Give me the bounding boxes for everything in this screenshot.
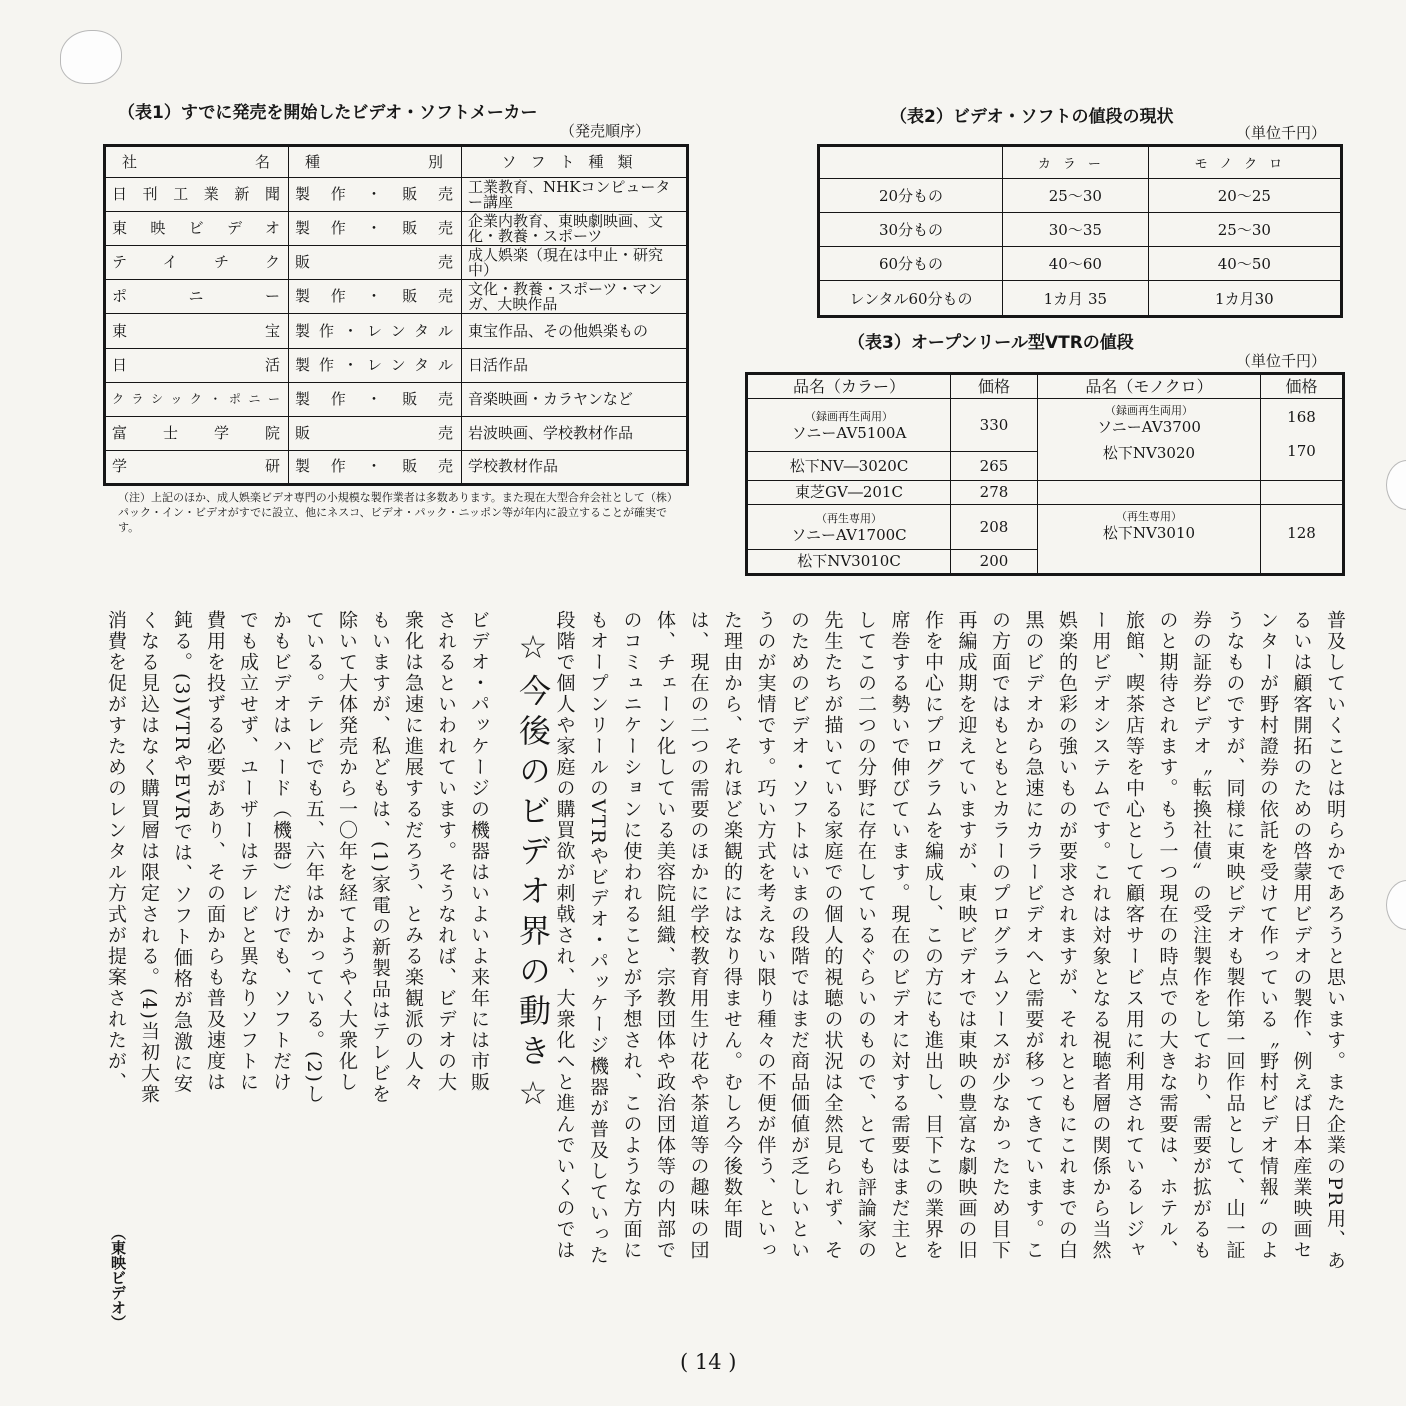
business-type: 製作・販売: [289, 280, 462, 314]
vtr-price-value: 170: [1287, 442, 1316, 461]
company-name: 東映ビデオ: [105, 212, 289, 246]
company-name: 日刊工業新聞: [105, 178, 289, 212]
table-row: [105, 314, 688, 348]
table3-header-mono-name: 品名（モノクロ）: [1038, 374, 1261, 399]
vtr-model-name: 東芝GV―201C: [747, 480, 951, 504]
table3-sub-rec-mono: （録画再生両用）: [1105, 404, 1193, 418]
table-row: [105, 178, 688, 212]
table-row: [819, 281, 1342, 317]
table-row: [105, 450, 688, 484]
table3-sub-play-color: （再生専用）: [816, 511, 882, 525]
soft-kind: 東宝作品、その他娯楽もの: [462, 314, 688, 348]
company-name: 日活: [105, 348, 289, 382]
company-name: クラシック・ポニー: [105, 382, 289, 416]
vtr-model: [1038, 399, 1261, 480]
business-type: 販売: [289, 416, 462, 450]
table2-header-blank: [819, 146, 1003, 179]
table-row: [819, 247, 1342, 281]
table3-sub-rec-color: （録画再生両用）: [805, 410, 893, 424]
vtr-price: 265: [951, 452, 1038, 481]
vtr-price: 200: [951, 549, 1038, 574]
table-row: [105, 382, 688, 416]
color-price: 25～30: [1003, 178, 1149, 212]
table-row: [105, 246, 688, 280]
table1-header-soft: ソフト種類: [462, 146, 688, 178]
table2-unit: （単位千円）: [1236, 124, 1327, 142]
article-left-columns: ビデオ・パッケージの機器はいよいよ来年には市販されるといわれています。そうなれば、ビデオの大衆化は急速に進展するだろう、とみる楽観派の人々もいますが、私どもは、(1)家電の新製品はテレビを除いて大体発売から一〇年を経てようやく大衆化している。テレビでも五、六年はかかっている。(2)しかもビデオはハード（機器）だけでも、ソフトだけでも成立せず、ユーザーはテレビと異なりソフトに費用を投ずる必要があり、その面からも普及速度は鈍る。(3)VTRやEVRでは、ソフト価格が急激に安くなる見込はなく購買層は限定される。(4)当初大衆消費を促がすためのレンタル方式が提案されたが、: [105, 610, 490, 1105]
mono-price: 40～50: [1148, 247, 1341, 281]
company-name: テイチク: [105, 246, 289, 280]
soft-kind: 日活作品: [462, 348, 688, 382]
vtr-model-name: 松下NV―3020C: [747, 452, 951, 481]
table1-header-type: 種別: [289, 146, 462, 178]
mono-price: 1カ月30: [1148, 281, 1341, 317]
vtr-model: [747, 399, 951, 452]
mono-price: 20～25: [1148, 178, 1341, 212]
soft-kind: 工業教育、NHKコンピューター講座: [462, 178, 688, 212]
duration-label: 20分もの: [819, 178, 1003, 212]
table-row: [747, 399, 1344, 452]
table-row: [105, 348, 688, 382]
vtr-price-value: 168: [1287, 408, 1316, 427]
binder-hole-right-2: [1386, 880, 1406, 930]
business-type: 販売: [289, 246, 462, 280]
vtr-model-name: 松下NV3010C: [747, 549, 951, 574]
table3-sub-play-mono: （再生専用）: [1116, 510, 1182, 523]
table3-header-mono-price: 価格: [1261, 374, 1344, 399]
business-type: 製作・販売: [289, 450, 462, 484]
table-row: [819, 178, 1342, 212]
vtr-model-name: ソニーAV3700: [1097, 418, 1201, 437]
table3-header-color-name: 品名（カラー）: [747, 374, 951, 399]
table-row: [105, 416, 688, 450]
binder-hole-top: [60, 30, 122, 84]
table-row: [819, 212, 1342, 246]
soft-kind: 企業内教育、東映劇映画、文化・教養・スポーツ: [462, 212, 688, 246]
company-name: 東宝: [105, 314, 289, 348]
soft-kind: 岩波映画、学校教材作品: [462, 416, 688, 450]
vtr-model-name: 松下NV3010: [1102, 524, 1196, 542]
table3-header-color-price: 価格: [951, 374, 1038, 399]
table1-makers: [103, 144, 689, 486]
soft-kind: 音楽映画・カラヤンなど: [462, 382, 688, 416]
business-type: 製作・販売: [289, 178, 462, 212]
business-type: 製作・販売: [289, 382, 462, 416]
vtr-price: 330: [951, 399, 1038, 452]
table2-header-color: カラー: [1003, 146, 1149, 179]
company-name: ポニー: [105, 280, 289, 314]
color-price: 30～35: [1003, 212, 1149, 246]
article-heading: ☆今後のビデオ界の動き☆: [514, 628, 552, 1120]
company-name: 学研: [105, 450, 289, 484]
vtr-model: [1038, 505, 1261, 575]
vtr-price: [1261, 399, 1344, 480]
table-row: [747, 505, 1344, 550]
color-price: 1カ月 35: [1003, 281, 1149, 317]
soft-kind: 文化・教養・スポーツ・マンガ、大映作品: [462, 280, 688, 314]
author-credit: （東映ビデオ）: [109, 1225, 127, 1330]
table-row: [105, 280, 688, 314]
table1-header-company: 社名: [105, 146, 289, 178]
binder-hole-right-1: [1386, 460, 1406, 510]
color-price: 40～60: [1003, 247, 1149, 281]
company-name: 富士学院: [105, 416, 289, 450]
business-type: 製作・レンタル: [289, 348, 462, 382]
business-type: 製作・レンタル: [289, 314, 462, 348]
vtr-model: [747, 505, 951, 550]
soft-kind: 学校教材作品: [462, 450, 688, 484]
mono-price: 25～30: [1148, 212, 1341, 246]
table2-soft-prices: [817, 144, 1343, 318]
table3-title: （表3）オープンリール型VTRの値段: [848, 333, 1134, 353]
duration-label: レンタル60分もの: [819, 281, 1003, 317]
page-number: ( 14 ): [680, 1350, 737, 1374]
table2-header-mono: モノクロ: [1148, 146, 1341, 179]
table1-order-note: （発売順序）: [560, 122, 651, 140]
vtr-price: 128: [1261, 505, 1344, 575]
table-row: [105, 212, 688, 246]
table3-vtr-prices: [745, 372, 1345, 576]
vtr-model-name: ソニーAV5100A: [791, 424, 907, 443]
article-right-columns: 普及していくことは明らかであろうと思います。また企業のPR用、あるいは顧客開拓のための啓蒙用ビデオの製作、例えば日本産業映画センターが野村證券の依託を受けて作っている〝野村ビデオ情報〟のようなものですが、同様に東映ビデオも製作第一回作品として、山一証券の証券ビデオ〝転換社債〟の受注製作をしており、需要が拡がるものと期待されます。もう一つ現在の時点での大きな需要は、ホテル、旅館、喫茶店等を中心として顧客サービス用に利用されているレジャー用ビデオシステムです。これは対象となる視聴者層の関係から当然娯楽的色彩の強いものが要求されますが、それとともにこれまでの白黒のビデオから急速にカラービデオへと需要が移ってきています。この方面ではもともとカラーのプログラムソースが少なかったため目下再編成期を迎えていますが、東映ビデオでは東映の豊富な劇映画の旧作を中心にプログラムを編成し、この方にも進出し、目下この業界を席巻する勢いで伸びています。現在のビデオに対する需要はまだ主としてこの二つの分野に存在しているぐらいのもので、とても評論家の先生たちが描いている家庭での個人的視聴の状況は全然見られず、そのためのビデオ・ソフトはいまの段階ではまだ商品価値が乏しいというのが実情です。巧い方式を考えない限り種々の不便が伴う、といった理由から、それほど楽観的にはなり得ません。むしろ今後数年間は、現在の二つの需要のほかに学校教育用生け花や茶道等の趣味の団体、チェーン化している美容院組織、宗教団体や政治団体等の内部でのコミュニケーションに使われることが予想され、このような方面にもオープンリールのVTRやビデオ・パッケージ機器が普及していった段階で個人や家庭の購買欲が刺戟され、大衆化へと進んでいくのでは: [553, 610, 1346, 1272]
table2-title: （表2）ビデオ・ソフトの値段の現状: [890, 107, 1174, 127]
soft-kind: 成人娯楽（現在は中止・研究中）: [462, 246, 688, 280]
duration-label: 60分もの: [819, 247, 1003, 281]
table1-footnote: （注）上記のほか、成人娯楽ビデオ専門の小規模な製作業者は多数あります。また現在大型合弁会社として（株）パック・イン・ビデオがすでに設立、他にネスコ、ビデオ・パック・ニッポン等が年内に設立することが確実です。: [118, 491, 678, 534]
table-row: [747, 480, 1344, 504]
business-type: 製作・販売: [289, 212, 462, 246]
vtr-price: 208: [951, 505, 1038, 550]
vtr-model-name: 松下NV3020: [1102, 444, 1196, 463]
table3-unit: （単位千円）: [1236, 352, 1327, 370]
duration-label: 30分もの: [819, 212, 1003, 246]
vtr-price: 278: [951, 480, 1038, 504]
vtr-model-name: ソニーAV1700C: [791, 525, 907, 544]
table1-title: （表1）すでに発売を開始したビデオ・ソフトメーカー: [118, 103, 538, 123]
